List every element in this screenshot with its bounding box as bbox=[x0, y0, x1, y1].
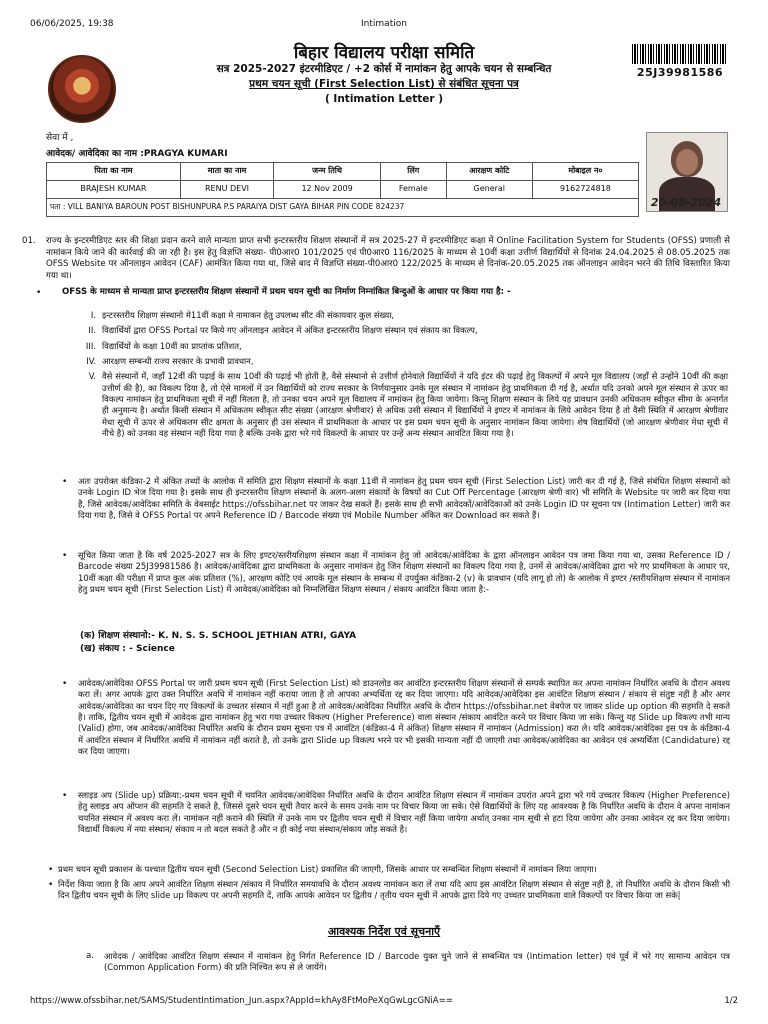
criteria-list bbox=[85, 310, 728, 443]
table-header-row bbox=[47, 163, 639, 181]
instruction-a-label: a. bbox=[86, 951, 94, 961]
intimation-label: ( Intimation Letter ) bbox=[324, 93, 444, 105]
criteria-number: II. bbox=[88, 325, 96, 336]
barcode-number: 25J39981586 bbox=[636, 66, 724, 79]
col-category: आरक्षण कोटि bbox=[446, 163, 532, 181]
list-item bbox=[88, 310, 728, 321]
bullet-icon: • bbox=[48, 880, 54, 890]
org-name: बिहार विद्यालय परीक्षा समिति bbox=[293, 43, 475, 63]
allotted-faculty: (ख) संकाय : - Science bbox=[80, 644, 175, 654]
para-slide-up: स्लाइड अप (Slide up) प्रक्रिया:-प्रथम चयन सूची में चयनित आवेदक/आवेदिका निर्धारित अवधि के दौरान आवंटित शिक्षण संस्थान में नामांकन उपरांत अपने द्वारा भरे गये उच्चतर विकल्प (Higher Preference) हेतु स्लाइड अप ऑप्शन की सहमति दे सकते है, जिससे दूसरे चयन सूची तैयार करने के समय उनके नाम पर विचार किया जा सके। ऐसे विद्यार्थियों के लिए यह आवश्यक है कि निर्धारित अवधि के दौरान वे अपना नामांकन चयनित संस्थान में अवश्य करा लें। नामांकन नहीं कराने की स्थिति में उनके नाम पर द्वितीय चयन सूची में विचार नहीं किया जायेगा अर्थात् उनका नाम सूची से हटा दिया जायेगा और उनका आवेदन रद्द कर दिया जायेगा। विद्यार्थी विकल्प में नया संस्थान/ संकाय न तो बदल सकते है और न ही कोई नया संस्थान/संकाय जोड़ सकते है। bbox=[78, 790, 730, 835]
mobile: 9162724818 bbox=[532, 181, 638, 199]
address-row bbox=[47, 199, 639, 217]
bullet-icon: • bbox=[48, 865, 54, 875]
bullet-icon: • bbox=[62, 477, 68, 487]
ofss-criteria-intro bbox=[62, 287, 730, 299]
bullet-icon: • bbox=[62, 679, 68, 689]
para-ofss-portal: आवेदक/आवेदिका OFSS Portal पर जारी प्रथम चयन सूची (First Selection List) को डाउनलोड कर आवंटित इन्टरस्तरीय शिक्षण संस्थानों से सम्पर्क स्थापित कर अपना नामांकन निर्धारित अवधि के दौरान अवश्य करा लें। अगर आपके द्वारा उक्त निर्धारित अवधि में नामांकन नहीं कराया जाता है तो आपका अभ्यर्थिता रद्द कर दिया जाएगा। यदि आवेदक/आवेदिका इस आवंटित शिक्षण संस्थान / संकाय से संतुष्ट नहीं है और अगर आवेदक/आवेदिका का चयन दिए गए विकल्पों के उच्चतर संस्थान में नहीं हुआ है तो आवेदक/आवेदिका निर्धारित अवधि के दौरान https://ofssbihar.net वेबपेज पर जाकर slide up option की सहमति दे सकते है। ताकि, द्वितीय चयन सूची में आवेदक द्वारा नामांकन हेतु भरा गया उच्चतर विकल्प (Higher Preference) वाला संस्थान /संकाय आवंटित करने पर विचार किया जा सके। किन्तु यह Slide up विकल्प तभी मान्य (Valid) होगा, जब आवेदक/आवेदिका निर्धारित अवधि के दौरान प्रथम सूचना पत्र में आवंटित (कंडिका-4 में अंकित) शिक्षण संस्थान में नामांकन (Admission) करा ले। यदि आवेदक/आवेदिका इस पत्र के कंडिका-4 में आवंटित संस्थान में निर्धारित अवधि में नामांकन नहीं कराते है, तो उनके द्वारा Slide up विकल्प भरने पर भी इसकी मान्यता नहीं दी जाएगी तथा आवेदक/आवेदिका का आवेदन एवं अभ्यर्थिता (Candidature) रद्द कर दिया जाएगा। bbox=[78, 678, 730, 757]
bullet-icon: • bbox=[62, 551, 68, 561]
para-second-list: प्रथम चयन सूची प्रकाशन के पश्चात द्वितीय चयन सूची (Second Selection List) प्रकाशित की जाएगी, जिसके आधार पर सम्बन्धित शिक्षण संस्थानों में नामांकन लिया जाएगा। bbox=[58, 864, 597, 874]
dob: 12 Nov 2009 bbox=[274, 181, 381, 199]
col-gender: लिंग bbox=[380, 163, 446, 181]
criteria-text: विद्यार्थियों द्वारा OFSS Portal पर किये गए ऑनलाइन आवेदन में अंकित इन्टरस्तरीय शिक्षण संस्थान एवं संकाय का विकल्प, bbox=[102, 325, 478, 336]
print-url: https://www.ofssbihar.net/SAMS/StudentIntimation_Jun.aspx?AppId=khAy8FtMoPeXqGwLgcGNiA== bbox=[30, 996, 453, 1006]
col-dob: जन्म तिथि bbox=[274, 163, 381, 181]
list-item bbox=[88, 325, 728, 336]
list-item bbox=[85, 340, 728, 352]
col-father: पिता का नाम bbox=[47, 163, 181, 181]
letter-subtitle: सत्र 2025-2027 इंटरमीडिएट / +2 कोर्स में नामांकन हेतु आपके चयन से सम्बन्धित bbox=[216, 63, 552, 75]
salutation: सेवा में , bbox=[46, 133, 74, 143]
para-1-text: राज्य के इन्टरमीडिएट स्तर की शिक्षा प्रदान करने वाले मान्यता प्राप्त सभी इन्टरस्तरीय शिक्षण संस्थानों में सत्र 2025-27 में इन्टरमीडिएट कक्षा में Online Facilitation System for Students (OFSS) प्रणाली से नामांकन किये जाने की कार्रवाई की जा रही है। इस हेतु विज्ञप्ति संख्या- पी0आर0 101/2025 एवं पी0आर0 116/2025 के माध्यम से 10वीं कक्षा उत्तीर्ण विद्यार्थियों से दिनांक 24.04.2025 से 08.05.2025 तक OFSS Website पर ऑनलाइन आवेदन (CAF) आमंत्रित किया गया था, जिसे बाद में विज्ञप्ति संख्या-पी0आर0 122/2025 के माध्यम से दिनांक-20.05.2025 तक ऑनलाइन आवेदन भरने की तिथि विस्तारित किया गया था। bbox=[46, 236, 730, 281]
bullet-icon: • bbox=[36, 288, 42, 298]
para-allotment: सूचित किया जाता है कि वर्ष 2025-2027 सत्र के लिए इण्टर/स्तरीयशिक्षण संस्थान कक्षा में नामांकन हेतु जो आवेदक/आवेदिका के द्वारा ऑनलाइन आवेदन पत्र जमा किया गया था, उसका Reference ID / Barcode संख्या 25J39981586 है। आवेदक/आवेदिका द्वारा प्राथमिकता के अनुसार नामांकन हेतु जिन शिक्षण संस्थानों का विकल्प दिया गया है, उनमें से आवेदक/आवेदिका द्वारा भरे गए प्राथमिकता के आधार पर, 10वीं कक्षा की परीक्षा में प्राप्त कुल अंक प्रतिशत (%), आरक्षण कोटि एवं आपके मूल संस्थान के सम्बन्ध में उपर्युक्त कंडिका-2 (v) के प्रावधान (यदि लागू हो तो) के आलोक में इण्टर /स्तरीयशिक्षण संस्थान में नामांकन हेतु प्रथम चयन सूची (First Selection List) में आवेदक/आवेदिका को निम्नलिखित शिक्षण संस्थान / संकाय आवंटित किया जाता है:- bbox=[78, 550, 730, 595]
photo-date: 20-08-2024 bbox=[650, 196, 722, 209]
address: पता : VILL BANIYA BAROUN POST BISHUNPURA P.S PARAIYA DIST GAYA BIHAR PIN CODE 824237 bbox=[47, 199, 639, 217]
criteria-text: इन्टरस्तरीय शिक्षण संस्थानो मे11वीं कक्षा मे नामाकन हेतु उपलब्ध सीट की संकायवार कुल संख्या, bbox=[102, 310, 395, 320]
print-timestamp: 06/06/2025, 19:38 bbox=[30, 19, 114, 29]
father-name: BRAJESH KUMAR bbox=[47, 181, 181, 199]
criteria-number: IV. bbox=[86, 356, 96, 367]
criteria-text: आरक्षण सम्बन्धी राज्य सरकार के प्रभावी प्रावधान, bbox=[102, 356, 254, 367]
mother-name: RENU DEVI bbox=[180, 181, 273, 199]
ofss-criteria-text: OFSS के माध्यम से मान्यता प्राप्त इन्टरस्तरीय शिक्षण संस्थानों में प्रथम चयन सूची का निर्माण निम्नांकित बिन्दुओं के आधार पर किया गया है: - bbox=[62, 287, 511, 297]
criteria-number: III. bbox=[85, 340, 96, 351]
gender: Female bbox=[380, 181, 446, 199]
criteria-text: वैसे संस्थानों में, जहाँ 12वीं की पढ़ाई के साथ 10वीं की पढ़ाई भी होती है, वैसे संस्थानो से उत्तीर्ण होनेवाले विद्यार्थियों ने यदि इंटर की पढ़ाई हेतु विकल्पों में अपने मूल विद्यालय (जहाँ से उन्होंने 10वीं की कक्षा उत्तीर्ण की है), का विकल्प दिया है, तो ऐसे मामलों में उन विद्यार्थियों को राज्य सरकार के निर्णयानुसार उनके मूल संस्थान में नामांकन हेतु प्राथमिकता दी गई है, अर्थात यदि उनको अपने मूल संस्थान से ऊपर का विकल्प नामांकन हेतु प्राथमिकता सूची में नहीं मिलता है, तो उनका चयन अपने मूल विद्यालय में नामांकन हेतु किया जायेगा। किन्तु शिक्षण संस्थान के लिये यह प्रावधान उनकी अधिकतम स्वीकृत सीमा के अन्तर्गत ही अनुमान्य है। अर्थात किसी संस्थान में अधिकतम स्वीकृत सीट संख्या (आरक्षण श्रेणीवार) से अधिक उसी संस्थान में विद्यार्थियों ने इण्टर में नामांकन के लिये आवेदन दिया है तो वैसी स्थिति में आरक्षण श्रेणीवार मेधा सूची में ऊपर से अधिकतम सीट क्षमता के अनुसार ही उस संस्थान में प्राथमिकता के आधार पर इस प्रथम चयन सूची के अनुसार नामांकन किया जायेगा। शेष विद्यार्थियों (जो आरक्षण श्रेणीवार मेधा सूची में नीचे है) को उनका वह संस्थान नहीं दिया गया है बल्कि उनके द्वारा भरे गये विकल्पों के आधार पर उन्हें अन्य संस्थान आवंटित किया गया है। bbox=[102, 371, 728, 439]
criteria-text: विद्यार्थियों के कक्षा 10वीं का प्राप्तांक प्रतिशत, bbox=[102, 340, 242, 351]
table-row bbox=[47, 181, 639, 199]
para-1 bbox=[22, 236, 730, 282]
page-number: 1/2 bbox=[724, 996, 738, 1006]
col-mobile: मोबाइल न० bbox=[532, 163, 638, 181]
category: General bbox=[446, 181, 532, 199]
para-1-number: 01. bbox=[22, 236, 36, 246]
applicant-info-table bbox=[46, 162, 639, 217]
applicant-name: आवेदक/ आवेदिका का नाम :PRAGYA KUMARI bbox=[46, 149, 228, 159]
col-mother: माता का नाम bbox=[180, 163, 273, 181]
list-item bbox=[88, 371, 728, 439]
barcode-image bbox=[632, 44, 728, 64]
print-title: Intimation bbox=[361, 19, 407, 29]
para-instruction: निर्देश किया जाता है कि आप अपने आवंटित शिक्षण संस्थान /संकाय में निर्धारित समयावधि के दौरान अवश्य नामांकन करा लें तथा यदि आप इस आवंटित शिक्षण संस्थान से संतुष्ट नहीं है, तो निर्धारित अवधि के दौरान किसी भी दिन द्वितीय चयन सूची के लिए slide up विकल्प पर अपनी सहमति दें, ताकि आपके आवेदन पर द्वितीय / तृतीय चयन सूची में आपके द्वारा दिये गए उच्चतर प्राथमिकता वाले विकल्पों पर विचार किया जा सके| bbox=[58, 879, 730, 901]
instructions-heading: आवश्यक निर्देश एवं सूचनाएँ bbox=[327, 925, 441, 938]
criteria-number: I. bbox=[90, 310, 96, 320]
list-item bbox=[88, 356, 728, 367]
instruction-a-text: आवेदक / आवेदिका आवंटित शिक्षण संस्थान में नामांकन हेतु निर्गत Reference ID / Barcode युक्त चुने जाने से सम्बन्धित पत्र (Intimation letter) एवं पूर्व में भरे गए सामान्य आवेदन पत्र (Common Application Form) की प्रति निश्चित रूप से ले जायेंगे। bbox=[104, 951, 730, 973]
allotted-school: (क) शिक्षण संस्थानो:- K. N. S. S. SCHOOL JETHIAN ATRI, GAYA bbox=[80, 631, 357, 641]
bullet-icon: • bbox=[62, 791, 68, 801]
criteria-number: V. bbox=[88, 371, 96, 382]
para-selection-list: अतः उपरोक्त कंडिका-2 में अंकित तथ्यों के आलोक में समिति द्वारा शिक्षण संस्थानों के कक्षा 11वीं में नामांकन हेतु प्रथम चयन सूची (First Selection List) जारी कर दी गई है, जिसे संबंधित शिक्षण संस्थानों को उनके Login ID भेज दिया गया है। इसके साथ ही इन्टरस्तरीय शिक्षण संस्थानों के अलग-अलग संकायों के विषयों का Cut Off Percentage (आरक्षण श्रेणी वार) भी समिति के Website पर जारी कर दिया गया है, जिसे आवेदक/आवेदिका समिति के वेबसाईट https://ofssbihar.net पर जाकर देख सकते हैं। इसके साथ ही सभी आवेदकों/आवेदिकाओं को उनके Login ID पर सूचना पत्र (Intimation Letter) जारी कर दिया गया है, जिसे वे OFSS Portal पर अपने Reference ID / Barcode संख्या एवं Mobile Number अंकित कर Download कर सकते हैं। bbox=[78, 476, 730, 521]
letter-title: प्रथम चयन सूची (First Selection List) से संबंधित सूचना पत्र bbox=[249, 78, 519, 90]
